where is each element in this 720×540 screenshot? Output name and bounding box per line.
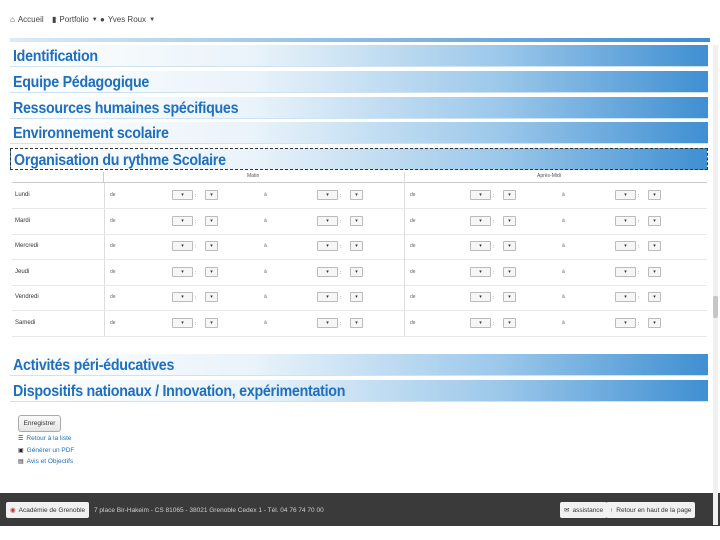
schedule-row xyxy=(12,286,707,311)
time-separator: : xyxy=(638,295,640,301)
footer-address: 7 place Bir-Hakeim - CS 81065 - 38021 Grenoble Cedex 1 - Tél. 04 76 74 70 00 xyxy=(94,507,324,514)
vertical-scrollbar[interactable] xyxy=(713,45,718,525)
minute-select[interactable]: ▾ xyxy=(648,267,661,277)
section-equipe-pedagogique[interactable] xyxy=(10,71,708,93)
nav-home[interactable] xyxy=(10,15,44,24)
to-label: à xyxy=(562,268,565,275)
section-title: Dispositifs nationaux / Innovation, expérimentation xyxy=(13,383,346,400)
time-separator: : xyxy=(195,193,197,199)
time-separator: : xyxy=(493,193,495,199)
to-label: à xyxy=(264,243,267,249)
section-ressources-humaines[interactable] xyxy=(10,97,708,119)
section-dispositifs-nationaux[interactable] xyxy=(10,380,708,402)
hour-select[interactable]: ▾ xyxy=(317,241,338,251)
time-separator: : xyxy=(195,244,197,250)
section-title: Equipe Pédagogique xyxy=(13,74,150,91)
minute-select[interactable]: ▾ xyxy=(350,292,363,302)
time-separator: : xyxy=(195,269,197,276)
hour-select[interactable]: ▾ xyxy=(172,216,193,226)
minute-select[interactable]: ▾ xyxy=(205,267,218,277)
chevron-down-icon: ▼ xyxy=(149,16,156,23)
section-title: Environnement scolaire xyxy=(13,125,169,142)
section-activites-peri-educatives[interactable] xyxy=(10,354,708,376)
from-label: de xyxy=(110,243,116,249)
section-organisation-rythme[interactable] xyxy=(10,148,708,170)
academie-label: Académie de Grenoble xyxy=(18,506,86,514)
hour-select[interactable]: ▾ xyxy=(470,190,491,200)
day-label: Lundi xyxy=(15,192,30,198)
day-label: Vendredi xyxy=(15,294,39,300)
academie-button[interactable] xyxy=(6,502,89,518)
minute-select[interactable]: ▾ xyxy=(205,318,218,328)
hour-select[interactable]: ▾ xyxy=(172,292,193,302)
time-separator: : xyxy=(638,269,640,276)
avis-objectifs-label: Avis et Objectifs xyxy=(26,458,74,465)
time-separator: : xyxy=(340,193,342,199)
to-label: à xyxy=(264,319,267,326)
hour-select[interactable]: ▾ xyxy=(317,292,338,302)
time-separator: : xyxy=(493,320,495,327)
back-to-list-label: Retour à la liste xyxy=(26,435,72,442)
time-separator: : xyxy=(195,218,197,225)
save-button[interactable]: Enregistrer xyxy=(18,415,61,432)
hour-select[interactable]: ▾ xyxy=(615,267,636,277)
document-icon: ▤ xyxy=(18,459,24,465)
to-label: à xyxy=(562,217,565,224)
from-label: de xyxy=(110,319,116,326)
time-separator: : xyxy=(493,269,495,276)
time-separator: : xyxy=(493,295,495,301)
section-title: Identification xyxy=(13,48,98,65)
minute-select[interactable]: ▾ xyxy=(503,267,516,277)
to-label: à xyxy=(562,243,565,249)
section-identification[interactable] xyxy=(10,45,708,67)
to-label: à xyxy=(562,294,565,300)
hour-select[interactable]: ▾ xyxy=(470,292,491,302)
folder-icon: ▮ xyxy=(52,15,57,24)
home-icon: ⌂ xyxy=(10,15,15,24)
schedule-row xyxy=(12,235,707,260)
section-title: Organisation du rythme Scolaire xyxy=(14,152,226,169)
minute-select[interactable]: ▾ xyxy=(350,318,363,328)
hour-select[interactable]: ▾ xyxy=(172,190,193,200)
from-label: de xyxy=(110,192,116,198)
to-label: à xyxy=(264,294,267,300)
nav-user-label: Yves Roux xyxy=(107,15,147,24)
time-separator: : xyxy=(340,244,342,250)
to-label: à xyxy=(264,268,267,275)
minute-select[interactable]: ▾ xyxy=(503,241,516,251)
nav-portfolio[interactable] xyxy=(52,15,98,24)
generate-pdf-link[interactable] xyxy=(18,447,74,454)
to-label: à xyxy=(264,217,267,224)
hour-select[interactable]: ▾ xyxy=(172,241,193,251)
assistance-button[interactable] xyxy=(560,502,607,518)
day-label: Jeudi xyxy=(15,268,30,275)
hour-select[interactable]: ▾ xyxy=(172,267,193,277)
list-icon: ☰ xyxy=(18,436,24,442)
arrow-up-icon: ↑ xyxy=(610,506,614,514)
from-label: de xyxy=(410,192,416,198)
assistance-label: assistance xyxy=(572,506,604,514)
minute-select[interactable]: ▾ xyxy=(648,292,661,302)
header-accent-line xyxy=(10,38,710,42)
schedule-row xyxy=(12,261,707,286)
hour-select[interactable]: ▾ xyxy=(615,292,636,302)
section-environnement-scolaire[interactable] xyxy=(10,122,708,144)
hour-select[interactable]: ▾ xyxy=(615,241,636,251)
minute-select[interactable]: ▾ xyxy=(350,216,363,226)
back-to-top-label: Retour en haut de la page xyxy=(616,506,692,514)
file-icon: ▣ xyxy=(18,448,24,454)
minute-select[interactable]: ▾ xyxy=(648,190,661,200)
assistance-icon: ✉ xyxy=(564,507,570,514)
to-label: à xyxy=(264,192,267,198)
back-to-top-button[interactable] xyxy=(606,502,695,518)
page-footer xyxy=(0,493,720,526)
minute-select[interactable]: ▾ xyxy=(648,318,661,328)
minute-select[interactable]: ▾ xyxy=(350,190,363,200)
top-navbar xyxy=(0,0,720,40)
hour-select[interactable]: ▾ xyxy=(317,267,338,277)
schedule-corner xyxy=(12,172,104,183)
user-icon: ● xyxy=(100,15,105,24)
minute-select[interactable]: ▾ xyxy=(503,216,516,226)
hour-select[interactable]: ▾ xyxy=(470,216,491,226)
hour-select[interactable]: ▾ xyxy=(317,190,338,200)
time-separator: : xyxy=(638,244,640,250)
generate-pdf-label: Générer un PDF xyxy=(26,447,75,454)
schedule-row xyxy=(12,210,707,235)
chevron-down-icon: ▼ xyxy=(91,16,98,23)
schedule-table xyxy=(12,172,707,337)
section-title: Activités péri-éducatives xyxy=(13,357,175,374)
from-label: de xyxy=(410,268,416,275)
col-afternoon: Après-Midi xyxy=(537,173,561,179)
hour-select[interactable]: ▾ xyxy=(317,216,338,226)
hour-select[interactable]: ▾ xyxy=(615,216,636,226)
hour-select[interactable]: ▾ xyxy=(470,318,491,328)
from-label: de xyxy=(110,217,116,224)
from-label: de xyxy=(410,217,416,224)
minute-select[interactable]: ▾ xyxy=(503,292,516,302)
scrollbar-thumb[interactable] xyxy=(713,296,718,318)
to-label: à xyxy=(562,319,565,326)
time-separator: : xyxy=(638,193,640,199)
from-label: de xyxy=(410,243,416,249)
time-separator: : xyxy=(493,218,495,225)
minute-select[interactable]: ▾ xyxy=(350,267,363,277)
schedule-row xyxy=(12,184,707,209)
nav-user[interactable] xyxy=(100,15,155,24)
minute-select[interactable]: ▾ xyxy=(503,190,516,200)
to-label: à xyxy=(562,192,565,198)
hour-select[interactable]: ▾ xyxy=(470,267,491,277)
from-label: de xyxy=(410,294,416,300)
time-separator: : xyxy=(638,218,640,225)
time-separator: : xyxy=(340,218,342,225)
minute-select[interactable]: ▾ xyxy=(350,241,363,251)
hour-select[interactable]: ▾ xyxy=(470,241,491,251)
academie-logo-icon: ◉ xyxy=(10,507,16,514)
minute-select[interactable]: ▾ xyxy=(205,190,218,200)
minute-select[interactable]: ▾ xyxy=(648,241,661,251)
day-label: Mardi xyxy=(15,217,31,224)
time-separator: : xyxy=(638,320,640,327)
section-title: Ressources humaines spécifiques xyxy=(13,100,239,117)
schedule-row xyxy=(12,312,707,337)
time-separator: : xyxy=(340,295,342,301)
hour-select[interactable]: ▾ xyxy=(615,318,636,328)
time-separator: : xyxy=(340,320,342,327)
minute-select[interactable]: ▾ xyxy=(205,241,218,251)
back-to-list-link[interactable] xyxy=(18,435,72,442)
nav-portfolio-label: Portfolio xyxy=(59,15,89,24)
time-separator: : xyxy=(493,244,495,250)
hour-select[interactable]: ▾ xyxy=(615,190,636,200)
hour-select[interactable]: ▾ xyxy=(172,318,193,328)
avis-objectifs-link[interactable] xyxy=(18,458,73,465)
minute-select[interactable]: ▾ xyxy=(503,318,516,328)
minute-select[interactable]: ▾ xyxy=(648,216,661,226)
minute-select[interactable]: ▾ xyxy=(205,216,218,226)
time-separator: : xyxy=(195,295,197,301)
day-label: Mercredi xyxy=(15,243,39,249)
schedule-header xyxy=(12,172,707,183)
day-label: Samedi xyxy=(15,319,36,326)
from-label: de xyxy=(410,319,416,326)
col-morning: Matin xyxy=(247,173,260,179)
time-separator: : xyxy=(195,320,197,327)
from-label: de xyxy=(110,268,116,275)
time-separator: : xyxy=(340,269,342,276)
nav-home-label: Accueil xyxy=(17,15,44,24)
minute-select[interactable]: ▾ xyxy=(205,292,218,302)
from-label: de xyxy=(110,294,116,300)
hour-select[interactable]: ▾ xyxy=(317,318,338,328)
